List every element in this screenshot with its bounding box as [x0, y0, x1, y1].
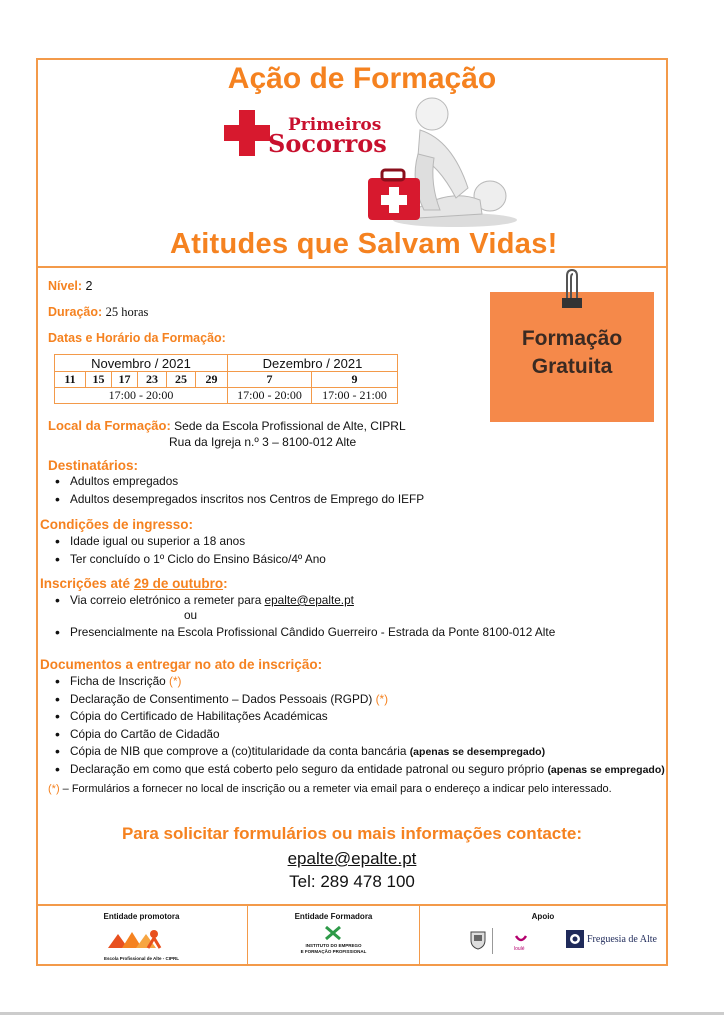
day-cell: 17 — [112, 372, 138, 388]
day-cell: 9 — [312, 372, 398, 388]
red-cross-icon — [222, 108, 272, 158]
ou-text: ou — [184, 608, 198, 622]
condicoes-title: Condições de ingresso: — [40, 517, 194, 532]
contact-cta: Para solicitar formulários ou mais informações contacte: — [121, 824, 583, 843]
time-cell: 17:00 - 20:00 — [55, 388, 228, 404]
inscricoes-deadline: 29 de outubro — [133, 576, 224, 591]
asterisk-mark: (*) — [169, 674, 182, 688]
footer-col1-caption: Escola Profissional de Alte - CIPRL — [103, 956, 180, 961]
local-label: Local da Formação: — [48, 418, 171, 433]
destinatarios-title: Destinatários: — [48, 458, 139, 473]
footer-col2-title: Entidade Formadora — [294, 912, 373, 921]
duracao-value: 25 horas — [105, 305, 149, 319]
list-item: • Idade igual ou superior a 18 anos — [50, 533, 326, 551]
footer-col2-caption — [248, 943, 419, 955]
schedule-table — [54, 354, 398, 404]
list-item: • Adultos desempregados inscritos nos Centros de Emprego do IEFP — [50, 491, 424, 509]
slogan: Atitudes que Salvam Vidas! — [170, 228, 558, 260]
documentos-title: Documentos a entregar no ato de inscrição: — [40, 657, 323, 672]
logo-line-primeiros: Primeiros — [288, 115, 382, 135]
nivel-row — [48, 279, 92, 293]
doc-item-note: (apenas se empregado) — [547, 763, 665, 776]
footnote-text: – Formulários a fornecer no local de inscrição ou a remeter via email para o endereço a indicar pelo interessado. — [59, 783, 612, 795]
first-aid-illustration — [360, 92, 520, 232]
badge-line1: Formação — [521, 327, 623, 350]
inscricoes-email-text: Via correio eletrónico a remeter para — [70, 593, 265, 607]
epalte-logo-icon — [106, 926, 166, 952]
day-cell: 7 — [228, 372, 312, 388]
inscricoes-title — [40, 576, 228, 591]
freguesia-logo-icon — [566, 930, 584, 948]
nivel-label: Nível: — [48, 279, 83, 293]
list-item: • Presencialmente na Escola Profissional Cândido Guerreiro - Estrada da Ponte 8100-012 Alte — [50, 624, 555, 642]
list-item — [50, 743, 665, 761]
iefp-logo-icon — [324, 925, 342, 941]
paperclip-icon — [559, 268, 585, 310]
asterisk-mark: (*) — [375, 691, 389, 706]
freguesia-caption: Freguesia de Alte — [587, 934, 657, 945]
iefp-caption1: INSTITUTO DO EMPREGO — [305, 943, 362, 948]
footer-apoio — [420, 906, 666, 966]
footnote — [48, 783, 612, 795]
local-line2: Rua da Igreja n.º 3 – 8100-012 Alte — [169, 435, 357, 449]
loule-caption: loulé — [514, 946, 525, 952]
footer-formadora — [248, 906, 420, 966]
destinatarios-list — [50, 473, 424, 508]
doc-item-text: Ficha de Inscrição — [70, 674, 170, 688]
nivel-value: 2 — [85, 279, 93, 293]
contact-email — [0, 849, 704, 869]
loule-logo-icon — [514, 932, 528, 944]
inscricoes-list — [50, 592, 354, 610]
doc-item-text: Cópia de NIB que comprove a (co)titularidade da conta bancária — [70, 744, 410, 758]
day-cell: 29 — [196, 372, 228, 388]
list-item — [50, 673, 665, 691]
list-item: • Cópia do Certificado de Habilitações Académicas — [50, 708, 665, 726]
logo-line-socorros: Socorros — [268, 129, 387, 159]
doc-item-text: Declaração de Consentimento – Dados Pessoais (RGPD) — [70, 691, 376, 706]
datas-label: Datas e Horário da Formação: — [48, 331, 226, 345]
list-item: • Cópia do Cartão de Cidadão — [50, 726, 665, 744]
duracao-label: Duração: — [48, 305, 103, 319]
local-row — [48, 418, 406, 433]
footer-promotora — [36, 906, 248, 966]
time-cell: 17:00 - 20:00 — [228, 388, 312, 404]
day-cell: 25 — [167, 372, 196, 388]
free-training-text — [490, 325, 654, 382]
inscricoes-suffix: : — [223, 576, 228, 591]
list-item — [50, 761, 665, 779]
doc-item-note: (apenas se desempregado) — [409, 746, 546, 758]
inscricoes-prefix: Inscrições até — [40, 576, 134, 591]
list-item — [50, 691, 665, 709]
list-item: • Ter concluído o 1º Ciclo do Ensino Básico/4º Ano — [50, 551, 326, 569]
doc-item-text: Declaração em como que está coberto pelo seguro da entidade patronal ou seguro próprio — [70, 761, 548, 776]
iefp-caption2: E FORMAÇÃO PROFISSIONAL — [300, 949, 367, 954]
documentos-list — [50, 673, 665, 778]
contact-phone: Tel: 289 478 100 — [289, 872, 415, 891]
month-header: Dezembro / 2021 — [228, 355, 398, 372]
free-training-badge — [490, 292, 654, 422]
duracao-row — [48, 305, 148, 320]
day-cell: 23 — [138, 372, 167, 388]
condicoes-list — [50, 533, 326, 568]
inscricoes-email-link[interactable]: epalte@epalte.pt — [264, 593, 354, 607]
month-header: Novembro / 2021 — [55, 355, 228, 372]
local-line1: Sede da Escola Profissional de Alte, CIPRL — [174, 419, 406, 433]
footer-col1-title: Entidade promotora — [103, 912, 180, 921]
page-title: Ação de Formação — [227, 62, 497, 95]
footer-col3-title: Apoio — [531, 912, 555, 921]
day-cell: 15 — [86, 372, 112, 388]
footnote-mark: (*) — [48, 783, 60, 795]
time-cell: 17:00 - 21:00 — [312, 388, 398, 404]
datas-row — [48, 331, 226, 345]
apoio-divider — [492, 928, 493, 954]
badge-line2: Gratuita — [531, 355, 613, 379]
list-item: • Adultos empregados — [50, 473, 424, 491]
coat-of-arms-icon — [470, 930, 486, 950]
footer — [36, 904, 668, 966]
contact-email-link[interactable]: epalte@epalte.pt — [287, 849, 417, 868]
inscricoes-list-2 — [50, 624, 555, 642]
list-item — [50, 592, 354, 610]
day-cell: 11 — [55, 372, 86, 388]
page-bottom-edge — [0, 1012, 724, 1015]
